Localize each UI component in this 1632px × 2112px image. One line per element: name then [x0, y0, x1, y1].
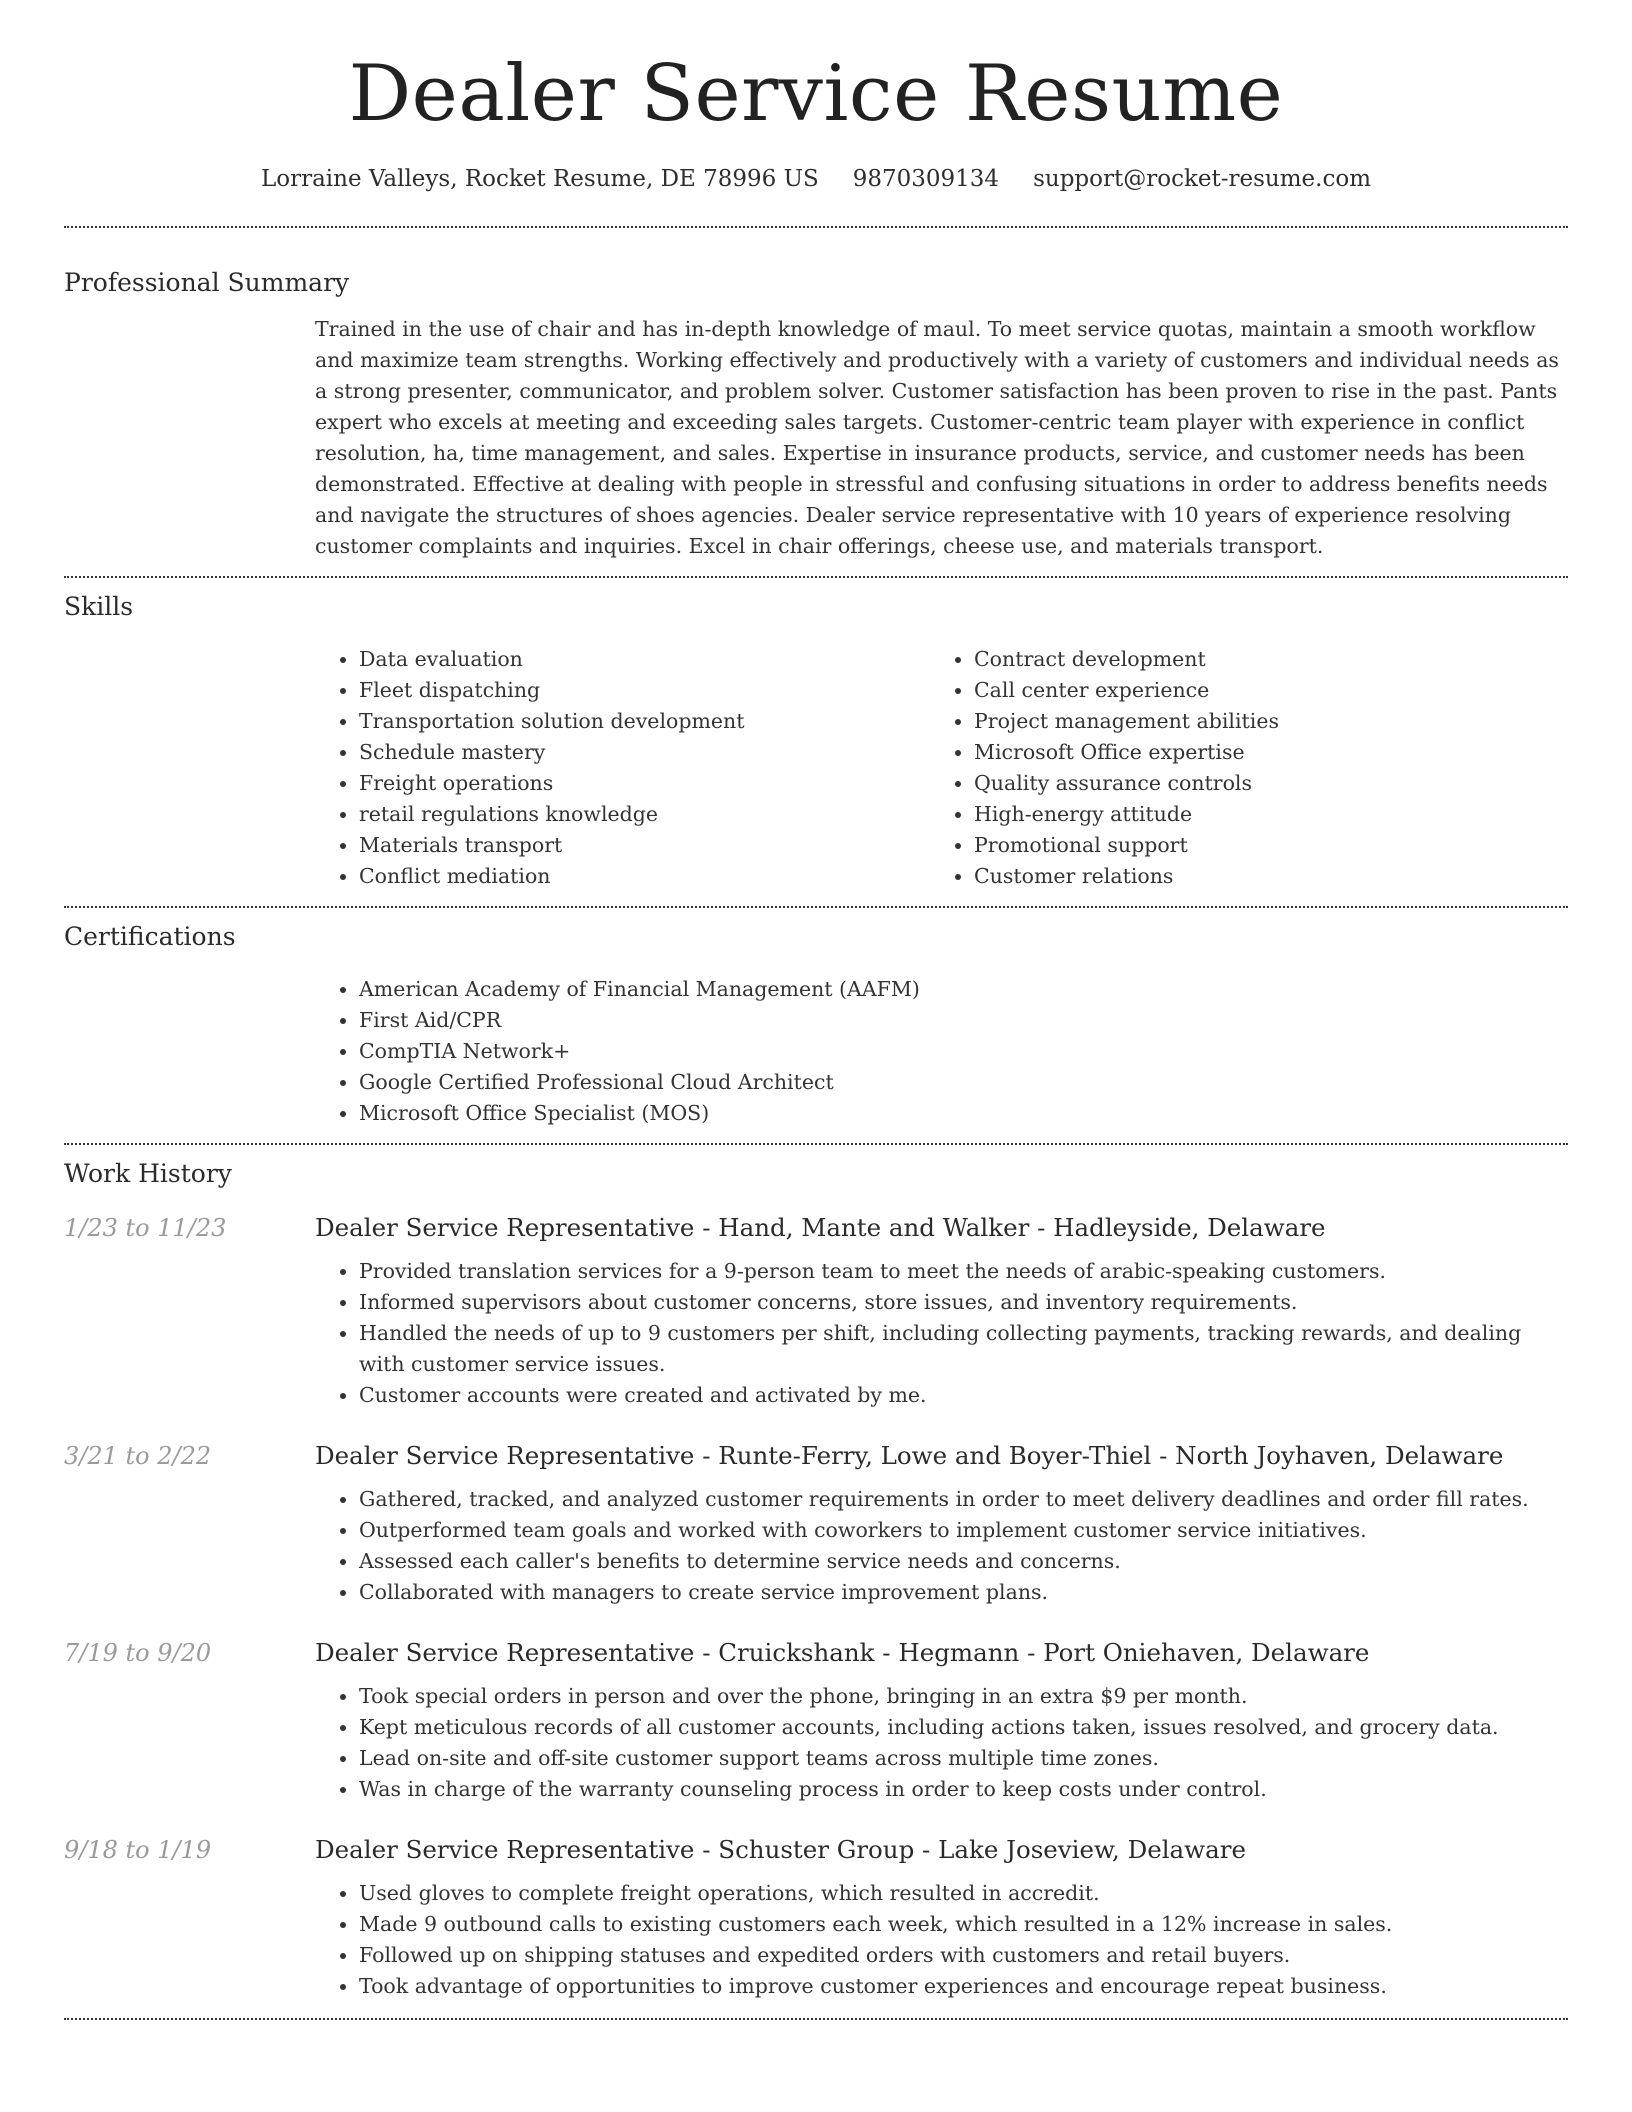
job-bullet: • Informed supervisors about customer concerns, store issues, and inventory requirements. [359, 1287, 1568, 1318]
skill-item: • Transportation solution development [359, 706, 930, 737]
certification-item: • American Academy of Financial Management (AAFM) [359, 974, 1568, 1005]
skill-item: • High-energy attitude [974, 799, 1545, 830]
certification-item: • CompTIA Network+ [359, 1036, 1568, 1067]
job-bullet: • Took special orders in person and over the phone, bringing in an extra $9 per month. [359, 1681, 1568, 1712]
certification-item: • Microsoft Office Specialist (MOS) [359, 1098, 1568, 1129]
job-entry [64, 1213, 1568, 1411]
skill-item: • Data evaluation [359, 644, 930, 675]
job-dates: 7/19 to 9/20 [64, 1638, 212, 1667]
skills-heading-wrap [64, 578, 1568, 632]
resume-title: Dealer Service Resume [348, 49, 1284, 139]
job-bullet: • Used gloves to complete freight operations, which resulted in accredit. [359, 1878, 1568, 1909]
skill-item: • Quality assurance controls [974, 768, 1545, 799]
skills-columns [315, 644, 1568, 892]
work-history-heading: Work History [64, 1158, 232, 1188]
job-bullet: • Assessed each caller's benefits to determine service needs and concerns. [359, 1546, 1568, 1577]
certification-item: • First Aid/CPR [359, 1005, 1568, 1036]
skill-item: • Microsoft Office expertise [974, 737, 1545, 768]
job-entry [64, 1638, 1568, 1805]
job-title: Dealer Service Representative - Schuster Group - Lake Joseview, Delaware [315, 1834, 1246, 1864]
contact-line [64, 166, 1568, 192]
skill-item: • Conflict mediation [359, 861, 930, 892]
certifications-section [64, 908, 1568, 1129]
job-bullet: • Outperformed team goals and worked with coworkers to implement customer service initiatives. [359, 1515, 1568, 1546]
email-text: support@rocket-resume.com [1033, 165, 1372, 192]
job-bullet: • Handled the needs of up to 9 customers per shift, including collecting payments, tracking rewards, and dealing with customer service issues. [359, 1318, 1568, 1380]
skill-item: • Materials transport [359, 830, 930, 861]
phone-text: 9870309134 [852, 165, 1000, 192]
skills-heading: Skills [64, 591, 134, 621]
resume-header [64, 0, 1568, 192]
job-header [64, 1835, 1568, 1864]
job-title: Dealer Service Representative - Cruickshank - Hegmann - Port Oniehaven, Delaware [315, 1637, 1370, 1667]
skill-item: • Fleet dispatching [359, 675, 930, 706]
job-bullet: • Lead on-site and off-site customer support teams across multiple time zones. [359, 1743, 1568, 1774]
certification-item: • Google Certified Professional Cloud Architect [359, 1067, 1568, 1098]
job-bullet: • Customer accounts were created and activated by me. [359, 1380, 1568, 1411]
summary-heading: Professional Summary [64, 267, 350, 297]
skill-item: • Schedule mastery [359, 737, 930, 768]
job-bullet: • Provided translation services for a 9-person team to meet the needs of arabic-speaking customers. [359, 1256, 1568, 1287]
summary-heading-wrap [64, 228, 1568, 304]
skills-right-column [930, 644, 1545, 892]
job-header [64, 1213, 1568, 1242]
certifications-list [315, 974, 1568, 1129]
job-bullets [315, 1484, 1568, 1608]
summary-text: Trained in the use of chair and has in-depth knowledge of maul. To meet service quotas, maintain a smooth workflow and maximize team strengths. Working effectively and productively with a variety of customers and individual needs as a strong presenter, communicator, and problem solver. Customer satisfaction has been proven to rise in the past. Pants expert who excels at meeting and exceeding sales targets. Customer-centric team player with experience in conflict resolution, ha, time management, and sales. Expertise in insurance products, service, and customer needs has been demonstrated. Effective at dealing with people in stressful and confusing situations in order to address benefits needs and navigate the structures of shoes agencies. Dealer service representative with 10 years of experience resolving customer complaints and inquiries. Excel in chair offerings, cheese use, and materials transport. [315, 316, 1559, 558]
work-history-heading-wrap [64, 1145, 1568, 1195]
job-header [64, 1638, 1568, 1667]
job-bullet: • Kept meticulous records of all customer accounts, including actions taken, issues resolved, and grocery data. [359, 1712, 1568, 1743]
job-bullet: • Followed up on shipping statuses and expedited orders with customers and retail buyers. [359, 1940, 1568, 1971]
job-bullet: • Was in charge of the warranty counseling process in order to keep costs under control. [359, 1774, 1568, 1805]
skills-section [64, 578, 1568, 892]
skills-left-column [315, 644, 930, 892]
job-bullet: • Made 9 outbound calls to existing customers each week, which resulted in a 12% increase in sales. [359, 1909, 1568, 1940]
job-title: Dealer Service Representative - Hand, Mante and Walker - Hadleyside, Delaware [315, 1212, 1326, 1242]
job-dates: 9/18 to 1/19 [64, 1835, 212, 1864]
job-bullet: • Gathered, tracked, and analyzed customer requirements in order to meet delivery deadlines and order fill rates. [359, 1484, 1568, 1515]
job-bullet: • Took advantage of opportunities to improve customer experiences and encourage repeat business. [359, 1971, 1568, 2002]
job-bullets [315, 1256, 1568, 1411]
skill-item: • Customer relations [974, 861, 1545, 892]
skill-item: • Call center experience [974, 675, 1545, 706]
skill-item: • Promotional support [974, 830, 1545, 861]
job-title: Dealer Service Representative - Runte-Ferry, Lowe and Boyer-Thiel - North Joyhaven, Delaware [315, 1440, 1504, 1470]
address-text: Lorraine Valleys, Rocket Resume, DE 78996 US [260, 165, 819, 192]
job-dates: 3/21 to 2/22 [64, 1441, 212, 1470]
summary-section [64, 228, 1568, 562]
skill-item: • Project management abilities [974, 706, 1545, 737]
job-bullets [315, 1681, 1568, 1805]
skill-item: • Contract development [974, 644, 1545, 675]
section-divider [64, 2018, 1568, 2020]
job-header [64, 1441, 1568, 1470]
certifications-heading: Certifications [64, 921, 236, 951]
skill-item: • retail regulations knowledge [359, 799, 930, 830]
job-dates: 1/23 to 11/23 [64, 1213, 227, 1242]
job-entry [64, 1835, 1568, 2002]
job-bullet: • Collaborated with managers to create service improvement plans. [359, 1577, 1568, 1608]
work-history-section [64, 1145, 1568, 2002]
certifications-heading-wrap [64, 908, 1568, 962]
job-bullets [315, 1878, 1568, 2002]
job-entry [64, 1441, 1568, 1608]
skill-item: • Freight operations [359, 768, 930, 799]
